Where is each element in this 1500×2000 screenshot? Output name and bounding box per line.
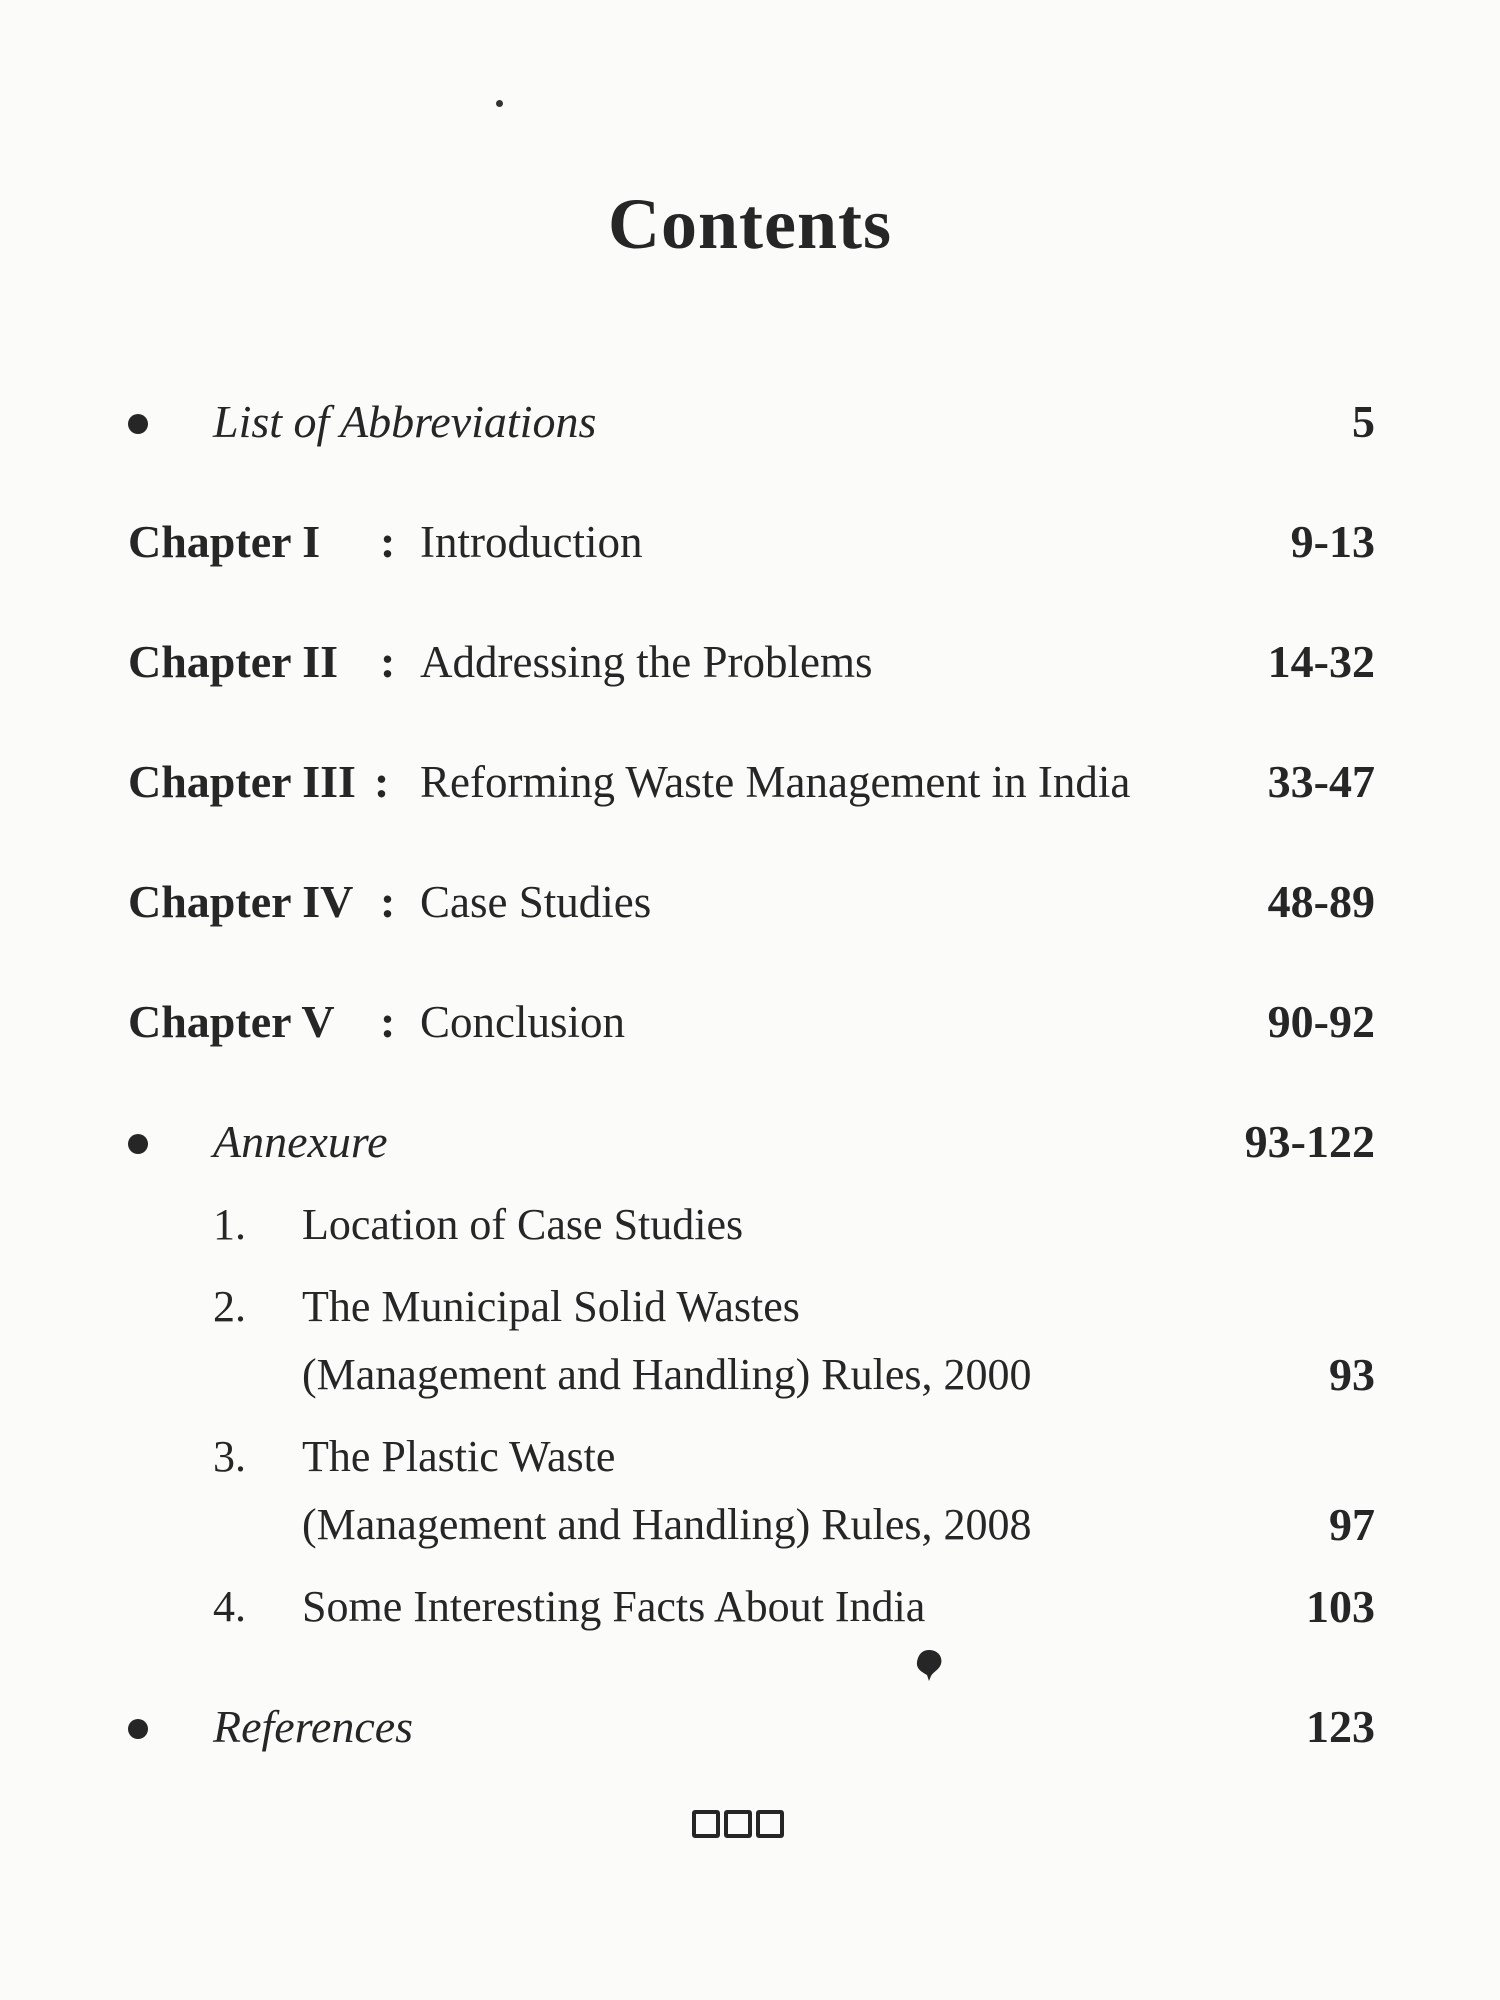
chapter-pages: 48-89 [1267, 876, 1375, 927]
annexure-item-2 [0, 1277, 1500, 1337]
annexure-item-4 [0, 1577, 1500, 1637]
chapter-title: Introduction [420, 517, 643, 567]
abbreviations-label: List of Abbreviations [213, 396, 597, 447]
annexure-item-text: Location of Case Studies [302, 1200, 744, 1249]
chapter-pages: 9-13 [1290, 516, 1375, 567]
annexure-label: Annexure [213, 1116, 388, 1167]
square-icon [756, 1810, 784, 1838]
toc-entry-chapter-5 [0, 992, 1500, 1052]
references-page: 123 [1306, 1701, 1375, 1752]
chapter-label: Chapter V [128, 996, 335, 1047]
chapter-colon: : [380, 636, 396, 687]
chapter-pages: 14-32 [1267, 636, 1375, 687]
chapter-label: Chapter I [128, 516, 321, 567]
ink-blot [914, 1648, 944, 1682]
annexure-item-text: Some Interesting Facts About India [302, 1582, 926, 1631]
annexure-pages: 93-122 [1244, 1116, 1375, 1167]
annexure-item-page: 97 [1329, 1499, 1375, 1550]
chapter-colon: : [374, 756, 390, 807]
annexure-item-text: The Municipal Solid Wastes [302, 1282, 800, 1331]
chapter-colon: : [380, 876, 396, 927]
page-title: Contents [607, 184, 892, 264]
annexure-item-3-continued [0, 1495, 1500, 1555]
annexure-item-number: 2. [213, 1282, 246, 1331]
square-icon [724, 1810, 752, 1838]
ink-speck [496, 100, 503, 107]
bullet-icon [128, 1134, 148, 1154]
chapter-title: Reforming Waste Management in India [420, 757, 1131, 807]
chapter-pages: 33-47 [1267, 756, 1375, 807]
annexure-item-page: 103 [1306, 1581, 1375, 1632]
toc-entry-chapter-2 [0, 632, 1500, 692]
toc-entry-chapter-1 [0, 512, 1500, 572]
toc-entry-chapter-4 [0, 872, 1500, 932]
bullet-icon [128, 1719, 148, 1739]
chapter-title: Case Studies [420, 877, 652, 927]
annexure-item-text: (Management and Handling) Rules, 2000 [302, 1350, 1032, 1399]
abbreviations-page: 5 [1352, 396, 1375, 447]
chapter-label: Chapter IV [128, 876, 354, 927]
square-icon [692, 1810, 720, 1838]
chapter-pages: 90-92 [1267, 996, 1375, 1047]
annexure-item-text: The Plastic Waste [302, 1432, 616, 1481]
chapter-title: Conclusion [420, 997, 626, 1047]
chapter-label: Chapter III [128, 756, 356, 807]
annexure-item-2-continued [0, 1345, 1500, 1405]
chapter-colon: : [380, 516, 396, 567]
bullet-icon [128, 414, 148, 434]
end-of-section-mark [692, 1810, 784, 1838]
annexure-item-page: 93 [1329, 1349, 1375, 1400]
chapter-colon: : [380, 996, 396, 1047]
annexure-item-1 [0, 1195, 1500, 1255]
toc-entry-references [0, 1697, 1500, 1757]
annexure-item-text: (Management and Handling) Rules, 2008 [302, 1500, 1032, 1549]
toc-entry-abbreviations [0, 392, 1500, 452]
toc-entry-chapter-3 [0, 752, 1500, 812]
references-label: References [213, 1701, 414, 1752]
chapter-label: Chapter II [128, 636, 339, 687]
annexure-item-number: 3. [213, 1432, 246, 1481]
toc-entry-annexure [0, 1112, 1500, 1172]
annexure-item-number: 4. [213, 1582, 246, 1631]
annexure-item-3 [0, 1427, 1500, 1487]
chapter-title: Addressing the Problems [420, 637, 873, 687]
annexure-item-number: 1. [213, 1200, 246, 1249]
